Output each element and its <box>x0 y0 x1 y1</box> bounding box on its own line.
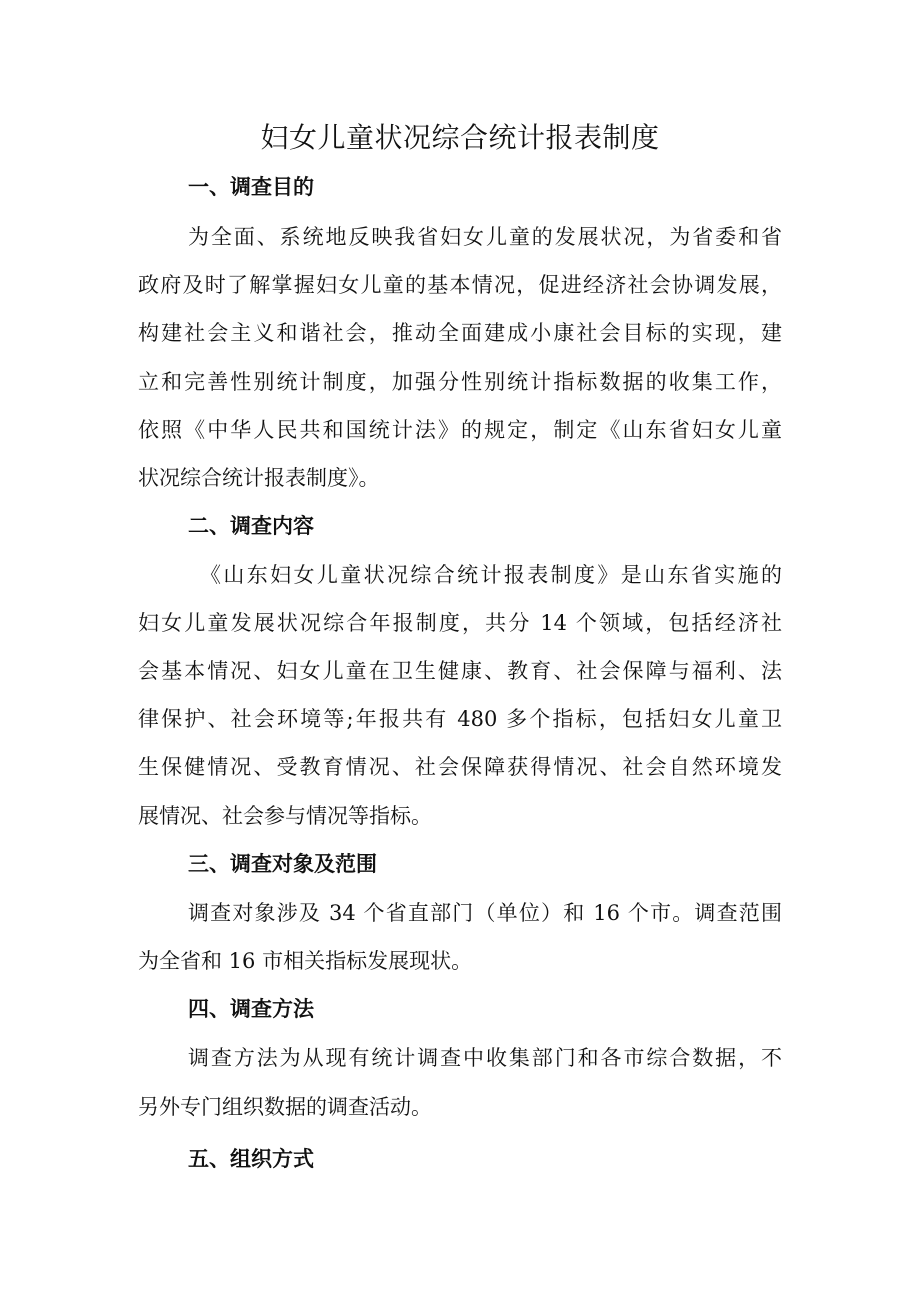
paragraph-line: 调查方法为从现有统计调查中收集部门和各市综合数据，不 <box>188 1046 782 1070</box>
paragraph-line: 会基本情况、妇女儿童在卫生健康、教育、社会保障与福利、法 <box>138 659 782 683</box>
paragraph-line: 状况综合统计报表制度》。 <box>138 466 380 490</box>
paragraph-line: 构建社会主义和谐社会，推动全面建成小康社会目标的实现，建 <box>138 321 782 345</box>
paragraph-line: 律保护、社会环境等;年报共有 480 多个指标，包括妇女儿童卫 <box>138 707 782 731</box>
paragraph-line: 立和完善性别统计制度，加强分性别统计指标数据的收集工作， <box>138 370 782 394</box>
paragraph-line: 生保健情况、受教育情况、社会保障获得情况、社会自然环境发 <box>138 755 782 779</box>
paragraph-line: 《山东妇女儿童状况综合统计报表制度》是山东省实施的 <box>200 563 782 587</box>
section-heading-scope: 三、调查对象及范围 <box>188 851 377 876</box>
paragraph-line: 为全省和 16 市相关指标发展现状。 <box>138 949 473 973</box>
paragraph-line: 为全面、系统地反映我省妇女儿童的发展状况，为省委和省 <box>188 225 782 249</box>
section-heading-organization: 五、组织方式 <box>188 1146 314 1171</box>
paragraph-line: 展情况、社会参与情况等指标。 <box>138 804 432 828</box>
paragraph-line: 妇女儿童发展状况综合年报制度，共分 14 个领域，包括经济社 <box>138 611 782 635</box>
paragraph-line: 依照《中华人民共和国统计法》的规定，制定《山东省妇女儿童 <box>138 418 782 442</box>
paragraph-line: 政府及时了解掌握妇女儿童的基本情况，促进经济社会协调发展， <box>138 273 782 297</box>
section-heading-method: 四、调查方法 <box>188 996 314 1021</box>
page-title: 妇女儿童状况综合统计报表制度 <box>260 121 660 154</box>
paragraph-line: 另外专门组织数据的调查活动。 <box>138 1095 432 1119</box>
section-heading-purpose: 一、调查目的 <box>188 174 314 199</box>
paragraph-line: 调查对象涉及 34 个省直部门（单位）和 16 个市。调查范围 <box>188 901 782 925</box>
section-heading-content: 二、调查内容 <box>188 513 314 538</box>
